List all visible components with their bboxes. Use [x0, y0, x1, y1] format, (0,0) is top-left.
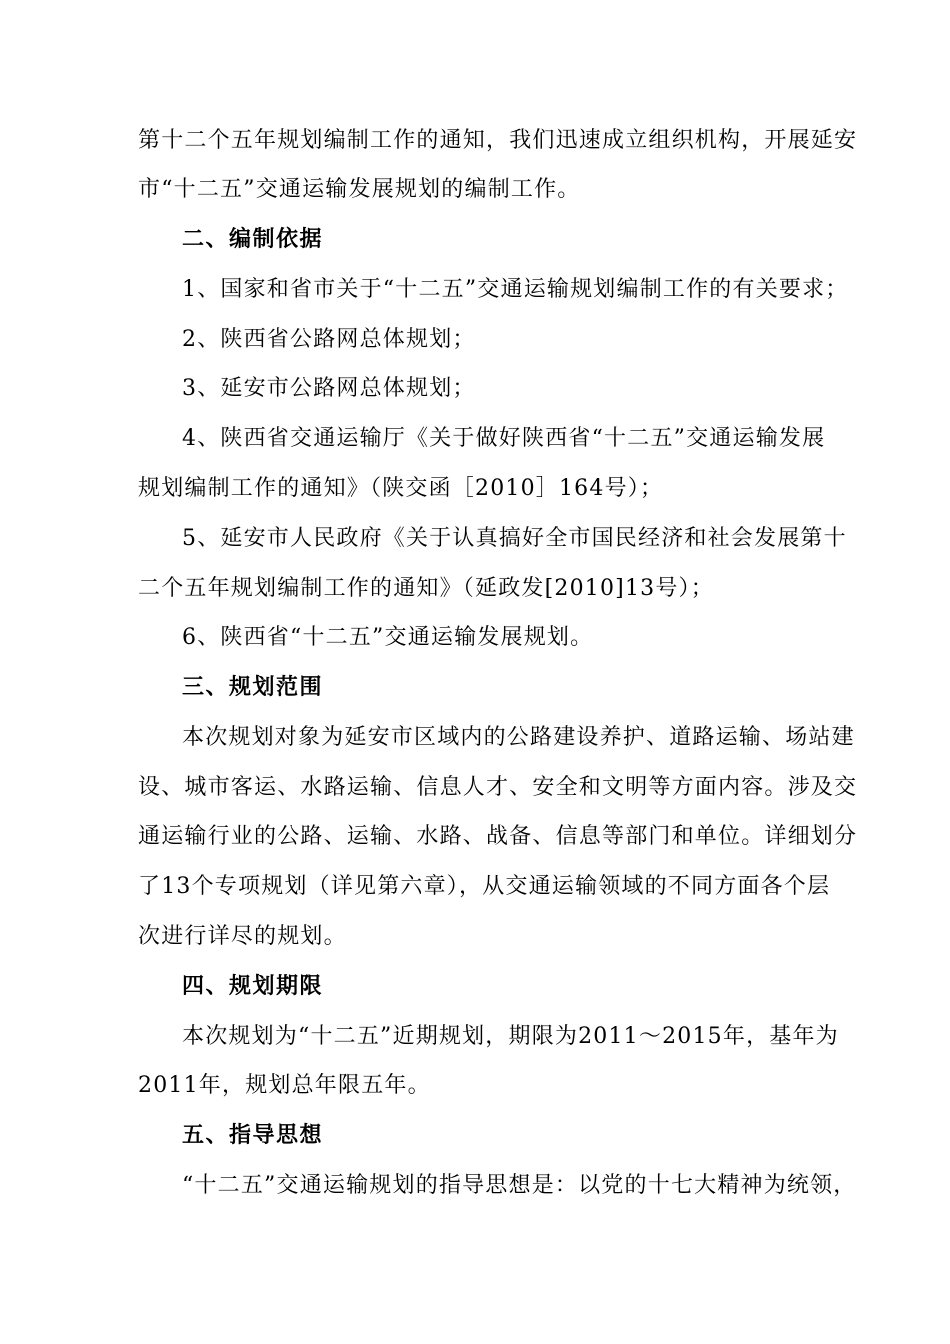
paragraph-line: “十二五”交通运输规划的指导思想是：以党的十七大精神为统领， [182, 1173, 857, 1198]
paragraph-line: 设、城市客运、水路运输、信息人才、安全和文明等方面内容。涉及交 [138, 775, 858, 800]
list-item-continuation: 规划编制工作的通知》（陕交函［2010］164号）； [138, 476, 664, 501]
list-item-continuation: 二个五年规划编制工作的通知》（延政发[2010]13号）； [138, 576, 714, 601]
paragraph-line: 本次规划为“十二五”近期规划，期限为2011～2015年，基年为 [182, 1024, 839, 1049]
list-item: 3、延安市公路网总体规划； [182, 376, 476, 401]
list-item: 5、延安市人民政府《关于认真搞好全市国民经济和社会发展第十 [182, 526, 847, 551]
list-item: 4、陕西省交通运输厅《关于做好陕西省“十二五”交通运输发展 [182, 426, 826, 451]
section-heading-period: 四、规划期限 [182, 974, 324, 999]
list-item: 6、陕西省“十二五”交通运输发展规划。 [182, 625, 594, 650]
section-heading-guiding-ideology: 五、指导思想 [182, 1123, 324, 1148]
section-heading-basis: 二、编制依据 [182, 227, 324, 252]
paragraph-line: 本次规划对象为延安市区域内的公路建设养护、道路运输、场站建 [182, 725, 855, 750]
list-item: 1、国家和省市关于“十二五”交通运输规划编制工作的有关要求； [182, 277, 849, 302]
list-item: 2、陕西省公路网总体规划； [182, 327, 476, 352]
paragraph-line: 第十二个五年规划编制工作的通知，我们迅速成立组织机构，开展延安 [138, 128, 858, 153]
paragraph-line: 次进行详尽的规划。 [138, 924, 347, 949]
paragraph-line: 通运输行业的公路、运输、水路、战备、信息等部门和单位。详细划分 [138, 824, 858, 849]
paragraph-line: 了13个专项规划（详见第六章），从交通运输领域的不同方面各个层 [138, 874, 831, 899]
section-heading-scope: 三、规划范围 [182, 675, 324, 700]
paragraph-line: 市“十二五”交通运输发展规划的编制工作。 [138, 177, 581, 202]
paragraph-line: 2011年，规划总年限五年。 [138, 1073, 431, 1098]
